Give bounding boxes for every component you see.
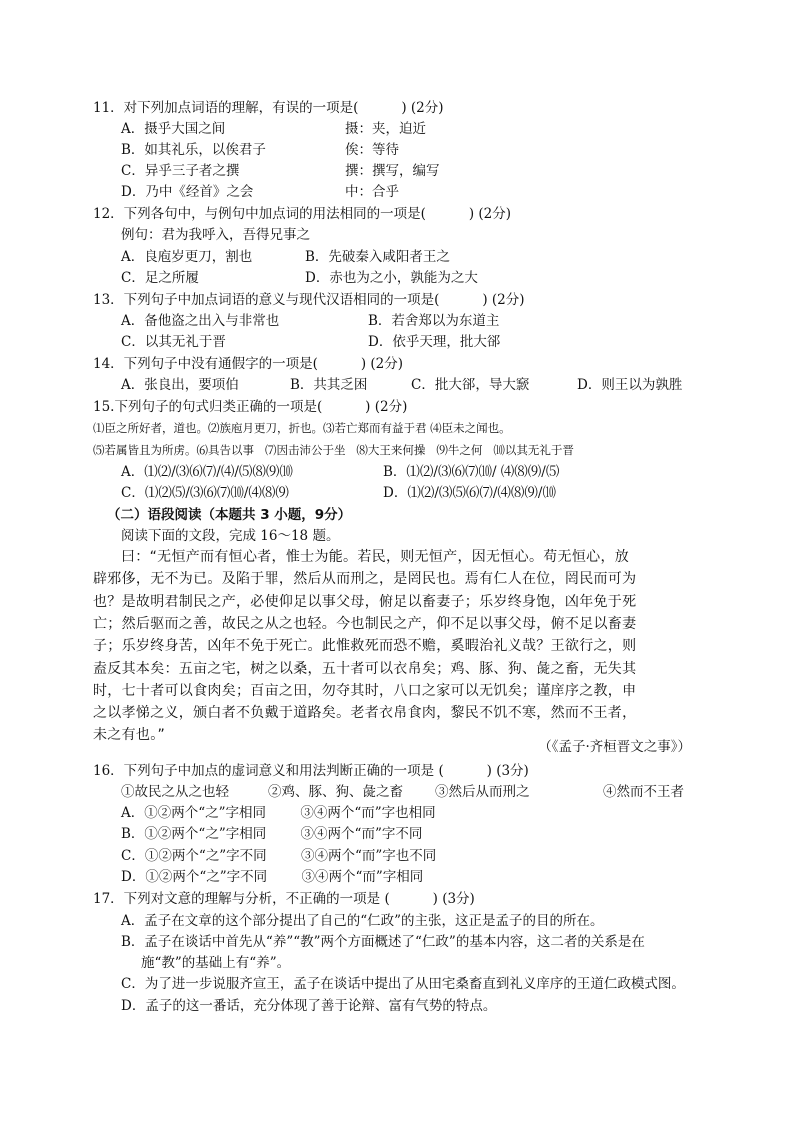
q11-gloss-b: 俟：等待 [345, 142, 399, 158]
q17-stem: 17．下列对文意的理解与分析，不正确的一项是 ( ) (3分) [93, 891, 475, 907]
q12-option-d: D．赤也为之小，孰能为之大 [305, 270, 478, 286]
q13-option-c: C．以其无礼于晋 [121, 334, 226, 350]
q12-example: 例句：君为我呼入，吾得兄事之 [121, 227, 310, 243]
q11-option-a: A．摄乎大国之间 [121, 121, 226, 137]
section-intro: 阅读下面的文段，完成 16～18 题。 [121, 528, 340, 544]
q15-option-a: A．⑴⑵/⑶⑹⑺/⑷/⑸⑻⑼⑽ [121, 464, 293, 480]
q11-option-d: D．乃中《经首》之会 [121, 184, 254, 200]
q13-option-d: D．依乎天理，批大郤 [368, 334, 501, 350]
q12-stem: 12．下列各句中，与例句中加点词的用法相同的一项是( ) (2分) [93, 206, 512, 222]
q17-option-b-line2: 施“教”的基础上有“养”。 [141, 955, 291, 971]
passage-line: 盍反其本矣：五亩之宅，树之以桑，五十者可以衣帛矣；鸡、豚、狗、彘之畜，无失其 [93, 661, 637, 677]
q16-item-4: ④然而不王者 [603, 784, 684, 800]
q13-stem: 13．下列句子中加点词语的意义与现代汉语相同的一项是( ) (2分) [93, 292, 525, 308]
q16-item-3: ③然后从而刑之 [435, 784, 530, 800]
q11-gloss-a: 摄：夹，迫近 [345, 121, 426, 137]
passage-source: （《孟子·齐桓晋文之事》） [538, 739, 691, 755]
q12-option-b: B．先破秦入咸阳者王之 [305, 249, 450, 265]
q12-option-a: A．良庖岁更刀，割也 [121, 249, 253, 265]
q16-option-d: D．①②两个“之”字不同 ③④两个“而”字相同 [121, 869, 424, 885]
q15-stem: 15.下列句子的句式归类正确的一项是( ) (2分) [93, 399, 408, 415]
q11-option-c: C．异乎三子者之撰 [121, 163, 240, 179]
q15-option-c: C．⑴⑵⑸/⑶⑹⑺⑽/⑷⑻⑼ [121, 485, 289, 501]
q14-option-a: A．张良出，要项伯 [121, 377, 239, 393]
q17-option-c: C．为了进一步说服齐宣王，孟子在谈话中提出了从田宅桑畜直到礼义庠序的王道仁政模式图。 [121, 976, 685, 992]
q14-option-c: C．批大郤，导大窾 [411, 377, 530, 393]
q11-gloss-c: 撰：撰写，编写 [345, 163, 440, 179]
q13-option-b: B．若舍郑以为东道主 [368, 313, 500, 329]
q16-option-b: B．①②两个“之”字相同 ③④两个“而”字不同 [121, 826, 423, 842]
q11-stem: 11．对下列加点词语的理解，有误的一项是( ) (2分) [93, 100, 444, 116]
passage-line: 辟邪侈，无不为已。及陷于罪，然后从而刑之，是罔民也。焉有仁人在位，罔民而可为 [93, 571, 637, 587]
q14-option-b: B．共其乏困 [290, 377, 368, 393]
q16-option-a: A．①②两个“之”字相同 ③④两个“而”字也相同 [121, 805, 436, 821]
passage-line: 时，七十者可以食肉矣；百亩之田，勿夺其时，八口之家可以无饥矣；谨庠序之教，申 [93, 683, 637, 699]
passage-line: 曰：“无恒产而有恒心者，惟士为能。若民，则无恒产，因无恒心。苟无恒心，放 [121, 549, 630, 565]
q16-item-2: ②鸡、豚、狗、彘之畜 [268, 784, 403, 800]
q12-option-c: C．足之所履 [121, 270, 199, 286]
q14-stem: 14．下列句子中没有通假字的一项是( ) (2分) [93, 356, 404, 372]
passage-line: 也？是故明君制民之产，必使仰足以事父母，俯足以畜妻子；乐岁终身饱，凶年免于死 [93, 594, 637, 610]
q16-option-c: C．①②两个“之”字不同 ③④两个“而”字也不同 [121, 848, 437, 864]
q14-option-d: D．则王以为孰胜 [577, 377, 683, 393]
passage-line: 子；乐岁终身苦，凶年不免于死亡。此惟救死而恐不赡，奚暇治礼义哉？王欲行之，则 [93, 638, 637, 654]
q15-option-b: B．⑴⑵/⑶⑹⑺⑽/ ⑷⑻⑼/⑸ [383, 464, 560, 480]
passage-line: 亡；然后驱而之善，故民之从之也轻。今也制民之产，仰不足以事父母，俯不足以畜妻 [93, 616, 637, 632]
section-heading: （二）语段阅读（本题共 3 小题，9分） [107, 507, 352, 523]
q17-option-d: D．孟子的这一番话，充分体现了善于论辩、富有气势的特点。 [121, 998, 497, 1014]
q13-option-a: A．备他盗之出入与非常也 [121, 313, 280, 329]
q11-gloss-d: 中：合乎 [345, 184, 399, 200]
q15-sentences-line1: ⑴臣之所好者，道也。⑵族庖月更刀，折也。⑶若亡郑而有益于君 ⑷臣未之闻也。 [93, 421, 511, 435]
q11-option-b: B．如其礼乐，以俟君子 [121, 142, 266, 158]
q15-sentences-line2: ⑸若属皆且为所虏。⑹具告以事 ⑺因击沛公于坐 ⑻大王来何操 ⑼牛之何 ⑽以其无礼于晋 [93, 443, 574, 457]
q17-option-a: A．孟子在文章的这个部分提出了自己的“仁政”的主张，这正是孟子的目的所在。 [121, 913, 604, 929]
passage-line: 未之有也。” [93, 727, 166, 743]
q15-option-d: D．⑴⑵/⑶⑸⑹⑺/⑷⑻⑼/⑽ [383, 485, 556, 501]
q17-option-b-line1: B．孟子在谈话中首先从“养”“教”两个方面概述了“仁政”的基本内容，这二者的关系是在 [121, 934, 645, 950]
passage-line: 之以孝悌之义，颁白者不负戴于道路矣。老者衣帛食肉，黎民不饥不寒，然而不王者， [93, 705, 637, 721]
q16-item-1: ①故民之从之也轻 [121, 784, 229, 800]
q16-stem: 16．下列句子中加点的虚词意义和用法判断正确的一项是 ( ) (3分) [93, 763, 529, 779]
